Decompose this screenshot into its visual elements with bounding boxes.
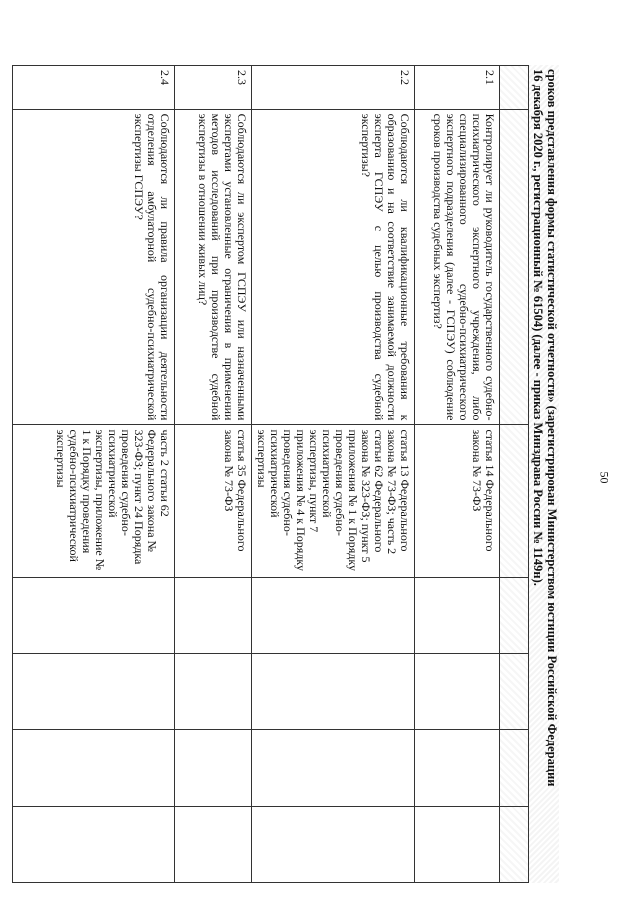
answer-cell: [175, 577, 252, 653]
heading-line-2: 16 декабря 2020 г., регистрационный № 61504) (далее - приказ Минздрава России № 1149н).: [531, 69, 545, 586]
row-question: Соблюдаются ли правила организации деятельности отделения амбулаторной судебно-психиатрической экспертизы ГСПЭУ?: [13, 109, 175, 425]
row-legal-basis: часть 2 статьи 62 Федерального закона № 323-ФЗ; пункт 24 Порядка проведения судебно-психиатрической экспертизы, приложение № 1 к Порядку проведения судебно-психиатрической экспертизы: [13, 425, 175, 578]
answer-cell: [13, 577, 175, 653]
answer-cell: [13, 730, 175, 806]
empty-cell: [500, 577, 529, 653]
row-question: Соблюдаются ли квалификационные требования к образованию и на соответствие занимаемой должности эксперта ГСПЭУ с целью производства судебной экспертизы?: [252, 109, 415, 425]
heading-continuation: [529, 65, 559, 883]
page-number: 50: [597, 471, 612, 484]
answer-cell: [252, 654, 415, 730]
answer-cell: [252, 730, 415, 806]
answer-cell: [415, 577, 500, 653]
row-question: Контролирует ли руководитель государственного судебно-психиатрического экспертного учреждения, либо специализированного судебно-психиатрического экспертного подразделения (далее - ГСПЭУ) соблюдение сроков производства судебных экспертиз?: [415, 109, 500, 425]
table-row: [175, 66, 252, 883]
row-legal-basis: статья 14 Федерального закона № 73-ФЗ: [415, 425, 500, 578]
document-sheet: [54, 65, 559, 883]
answer-cell: [13, 806, 175, 882]
row-number: 2.1: [415, 66, 500, 110]
table-row: [252, 66, 415, 883]
empty-cell: [500, 730, 529, 806]
answer-cell: [415, 730, 500, 806]
answer-cell: [415, 806, 500, 882]
answer-cell: [252, 577, 415, 653]
empty-cell: [500, 654, 529, 730]
row-number: 2.3: [175, 66, 252, 110]
answer-cell: [175, 654, 252, 730]
row-legal-basis: статья 13 Федерального закона № 73-ФЗ; часть 2 статьи 62 Федерального закона № 323-ФЗ; пункт 5 приложения № 1 к Порядку проведения судебно-психиатрической экспертизы, пункт 7 приложения № 4 к Порядку проведения судебно-психиатрической экспертизы: [252, 425, 415, 578]
heading-line-1: сроков представления формы статистической отчетности» (зарегистрирован Министерством юстиции Российской Федерации: [545, 69, 559, 787]
row-number: 2.2: [252, 66, 415, 110]
checklist-table: [12, 65, 529, 883]
row-number: 2.4: [13, 66, 175, 110]
empty-cell: [500, 66, 529, 110]
empty-cell: [500, 109, 529, 425]
answer-cell: [252, 806, 415, 882]
table-row: [500, 66, 529, 883]
table-row: [13, 66, 175, 883]
row-legal-basis: статья 35 Федерального закона № 73-ФЗ: [175, 425, 252, 578]
rotated-table-container: [54, 65, 559, 883]
answer-cell: [175, 730, 252, 806]
empty-cell: [500, 806, 529, 882]
empty-cell: [500, 425, 529, 578]
table-row: [415, 66, 500, 883]
row-question: Соблюдаются ли экспертом ГСПЭУ или назначенными экспертами установленные ограничения в применении методов исследований при производстве судебной экспертизы в отношении живых лиц?: [175, 109, 252, 425]
answer-cell: [415, 654, 500, 730]
answer-cell: [13, 654, 175, 730]
answer-cell: [175, 806, 252, 882]
